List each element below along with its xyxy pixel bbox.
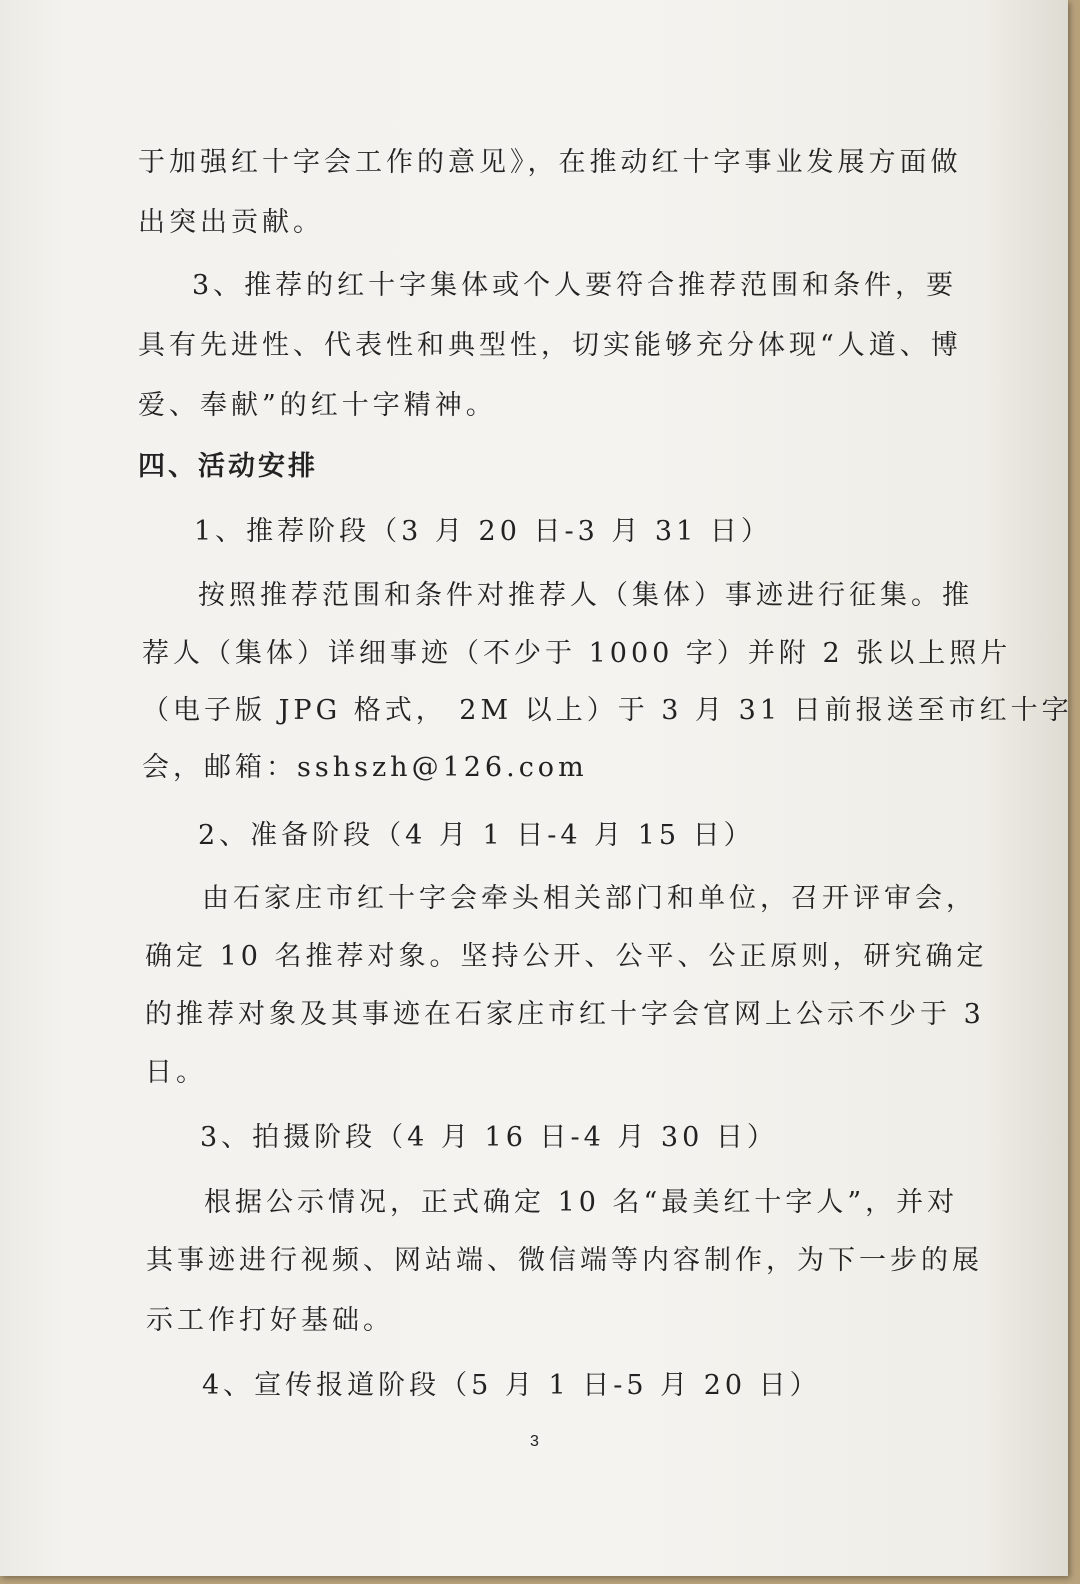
paragraph-line: 会，邮箱：sshszh@126.com [142, 752, 588, 783]
paragraph-line: 3、推荐的红十字集体或个人要符合推荐范围和条件，要 [192, 270, 958, 301]
subsection-title: 2、准备阶段（4 月 1 日-4 月 15 日） [198, 820, 755, 851]
paragraph-line: 的推荐对象及其事迹在石家庄市红十字会官网上公示不少于 3 [145, 999, 985, 1030]
paragraph-line: 由石家庄市红十字会牵头相关部门和单位，召开评审会， [202, 883, 977, 914]
subsection-title: 4、宣传报道阶段（5 月 1 日-5 月 20 日） [202, 1370, 821, 1401]
paragraph-line: 于加强红十字会工作的意见》，在推动红十字事业发展方面做 [138, 147, 962, 178]
paragraph-line: 爱、奉献”的红十字精神。 [138, 390, 497, 421]
paragraph-line: 其事迹进行视频、网站端、微信端等内容制作，为下一步的展 [146, 1245, 983, 1276]
paragraph-line: 按照推荐范围和条件对推荐人（集体）事迹进行征集。推 [198, 580, 973, 611]
section-heading: 四、活动安排 [138, 451, 318, 482]
paragraph-line: 荐人（集体）详细事迹（不少于 1000 字）并附 2 张以上照片 [142, 638, 1012, 669]
paragraph-line: 根据公示情况，正式确定 10 名“最美红十字人”，并对 [204, 1187, 959, 1218]
page-number: 3 [530, 1433, 539, 1450]
subsection-title: 3、拍摄阶段（4 月 16 日-4 月 30 日） [200, 1122, 778, 1153]
paragraph-line: 示工作打好基础。 [146, 1305, 394, 1336]
paragraph-line: 出突出贡献。 [138, 207, 324, 238]
paragraph-line: 具有先进性、代表性和典型性，切实能够充分体现“人道、博 [138, 330, 962, 361]
paragraph-line: 日。 [145, 1057, 207, 1088]
paragraph-line: 确定 10 名推荐对象。坚持公开、公平、公正原则，研究确定 [145, 941, 988, 972]
paragraph-line: （电子版 JPG 格式， 2M 以上）于 3 月 31 日前报送至市红十字 [142, 695, 1073, 726]
subsection-title: 1、推荐阶段（3 月 20 日-3 月 31 日） [194, 516, 772, 547]
